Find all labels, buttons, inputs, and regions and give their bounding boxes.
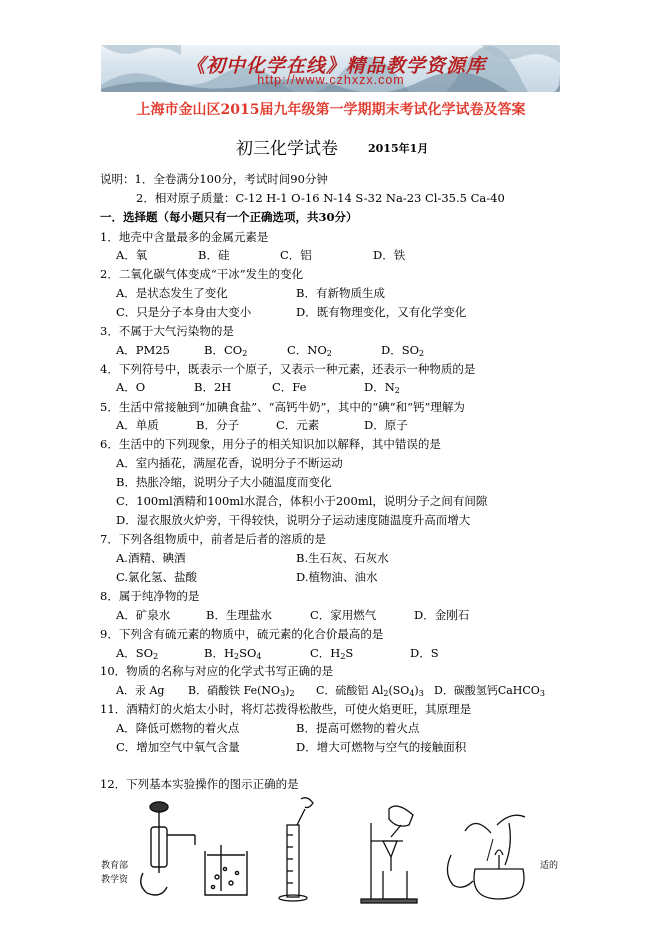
gas-washing-apparatus-drawing [141, 802, 247, 895]
option: C．Fe [272, 380, 307, 394]
graduated-cylinder-drawing [279, 798, 313, 901]
option: D．碳酸氢钙CaHCO$_3$ [434, 684, 545, 698]
option: A．室内插花，满屋花香，说明分子不断运动 [116, 456, 343, 470]
option: D．既有物理变化，又有化学变化 [296, 305, 467, 319]
option: D．S [410, 646, 439, 660]
option: D.植物油、油水 [296, 570, 378, 584]
option: D．$N_2$ [364, 380, 400, 395]
option: B．热胀冷缩，说明分子大小随温度而变化 [116, 475, 332, 489]
option: A．降低可燃物的着火点 [116, 721, 240, 735]
option: D．增大可燃物与空气的接触面积 [296, 740, 467, 754]
option: A．矿泉水 [116, 608, 171, 622]
question-stem: 10．物质的名称与对应的化学式书写正确的是 [100, 664, 334, 678]
question-stem: 4．下列符号中，既表示一个原子，又表示一种元素，还表示一种物质的是 [100, 362, 476, 376]
option: D．金刚石 [414, 608, 470, 622]
lab-operations-figure [121, 795, 581, 905]
option: C．铝 [280, 248, 312, 262]
header-banner [101, 45, 560, 92]
option: D．$SO_2$ [381, 343, 425, 358]
option: B．生理盐水 [206, 608, 272, 622]
banner-title: 《初中化学在线》精品教学资源库 [185, 55, 486, 77]
option: A．单质 [116, 418, 159, 432]
option: D．铁 [373, 248, 406, 262]
option: C．增加空气中氧气含量 [116, 740, 240, 754]
option: A.酒精、碘酒 [116, 551, 186, 565]
option: A．氧 [116, 248, 148, 262]
option: B．2H [194, 380, 232, 394]
option: C．$NO_2$ [287, 343, 332, 358]
option: A．是状态发生了变化 [116, 286, 228, 300]
option: C．100ml酒精和100ml水混合，体积小于200ml，说明分子之间有间隙 [116, 494, 488, 508]
option: A．$SO_2$ [116, 646, 159, 661]
question-stem: 7．下列各组物质中，前者是后者的溶质的是 [100, 532, 326, 546]
cut-off-text: 教学资 [101, 875, 129, 885]
paper-date: 2015年1月 [368, 142, 429, 155]
question-stem: 12．下列基本实验操作的图示正确的是 [100, 777, 299, 791]
note-2: 2．相对原子质量：C-12 H-1 O-16 N-14 S-32 Na-23 Cl-35.5 Ca-40 [136, 191, 505, 205]
question-stem: 3．不属于大气污染物的是 [100, 324, 234, 338]
option: C．$H_2S$ [310, 646, 354, 661]
filtration-apparatus-drawing [361, 806, 417, 903]
question-stem: 9．下列含有硫元素的物质中，硫元素的化合价最高的是 [100, 627, 384, 641]
option: C．硫酸铝 $Al_2(SO_4)_3$ [316, 684, 424, 698]
option: B．硅 [198, 248, 230, 262]
option: B．$CO_2$ [204, 343, 248, 358]
option: A．PM25 [116, 343, 170, 357]
question-stem: 6．生活中的下列现象，用分子的相关知识加以解释，其中错误的是 [100, 437, 441, 451]
option: B．有新物质生成 [296, 286, 385, 300]
option: B．分子 [196, 418, 239, 432]
paper-title: 初三化学试卷 [236, 139, 338, 159]
question-stem: 11．酒精灯的火焰太小时，将灯芯拨得松散些，可使火焰更旺，其原理是 [100, 702, 472, 716]
cut-off-text: 适的 [540, 861, 559, 871]
option: B．硝酸铁 $Fe(NO_3)_2$ [188, 684, 295, 698]
option: D．湿衣服放火炉旁，干得较快，说明分子运动速度随温度升高而增大 [116, 513, 471, 527]
option: A．汞 Ag [116, 684, 165, 697]
option: C．元素 [276, 418, 320, 432]
question-stem: 5．生活中常接触到“加碘食盐”、“高钙牛奶”，其中的“碘”和“钙”理解为 [100, 400, 465, 414]
alcohol-lamp-drawing [447, 815, 525, 899]
option: C．只是分子本身由大变小 [116, 305, 252, 319]
cut-off-text: 教育部 [101, 861, 129, 871]
option: D．原子 [364, 418, 408, 432]
banner-url[interactable]: http://www.czhxzx.com [257, 73, 405, 87]
section-heading: 一．选择题（每小题只有一个正确选项，共30分） [100, 210, 358, 224]
document-title: 上海市金山区2015届九年级第一学期期末考试化学试卷及答案 [136, 102, 526, 118]
option: C.氯化氢、盐酸 [116, 570, 198, 584]
option: A．O [116, 380, 146, 394]
note-1: 说明：1．全卷满分100分，考试时间90分钟 [100, 172, 328, 186]
question-stem: 1．地壳中含量最多的金属元素是 [100, 230, 269, 244]
option: B．$H_2SO_4$ [204, 646, 262, 661]
option: B.生石灰、石灰水 [296, 551, 389, 565]
option: B．提高可燃物的着火点 [296, 721, 420, 735]
option: C．家用燃气 [310, 608, 377, 622]
question-stem: 2．二氧化碳气体变成“干冰”发生的变化 [100, 267, 304, 281]
question-stem: 8．属于纯净物的是 [100, 589, 200, 603]
